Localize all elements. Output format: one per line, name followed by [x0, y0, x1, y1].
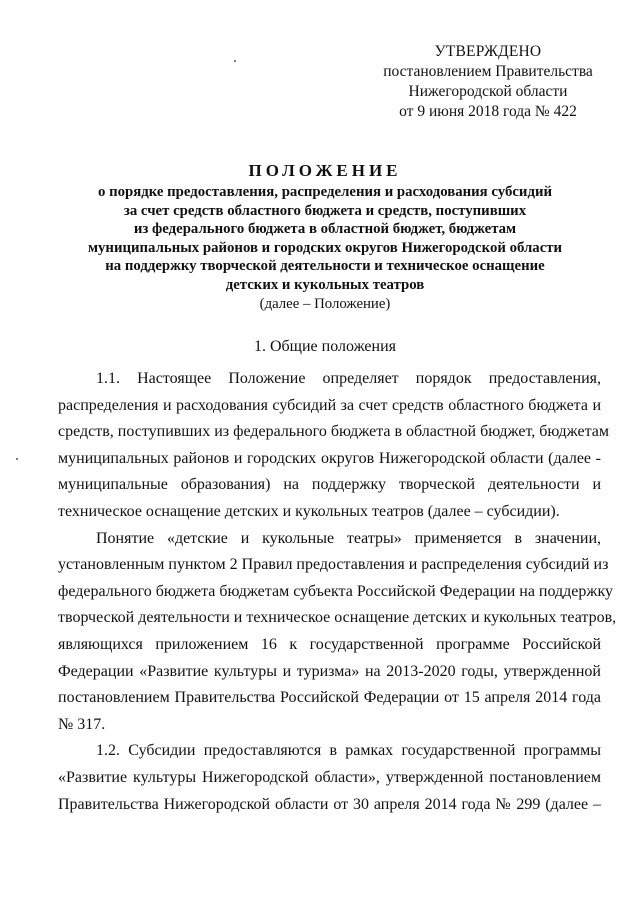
- paragraph-line: 1.2. Субсидии предоставляются в рамках государственной программы: [96, 742, 601, 760]
- paragraph-line: 1.1. Настоящее Положение определяет порядок предоставления,: [96, 370, 601, 387]
- approval-title: УТВЕРЖДЕНО: [434, 43, 542, 60]
- paragraph-line: установленным пунктом 2 Правил предоставления и распределения субсидий из: [58, 556, 609, 574]
- paragraph-line: распределения и расходования субсидий за счет средств областного бюджета и: [58, 396, 601, 414]
- document-subtitle-line: о порядке предоставления, распределения и расходования субсидий: [97, 184, 552, 200]
- paragraph-line: Понятие «детские и кукольные театры» применяется в значении,: [96, 529, 601, 547]
- paragraph-1-2: [58, 738, 601, 818]
- approval-stamp: [368, 42, 608, 122]
- paragraph-line: творческой деятельности и техническое оснащение детских и кукольных театров,: [58, 609, 617, 627]
- approval-line: постановлением Правительства: [383, 63, 593, 80]
- scan-speck: [16, 458, 18, 460]
- document-title: ПОЛОЖЕНИЕ: [248, 161, 402, 180]
- approval-line: Нижегородской области: [408, 83, 568, 100]
- document-subtitle-line: из федерального бюджета в областной бюджет, бюджетам: [133, 221, 517, 238]
- document-body: [58, 366, 617, 818]
- paragraph-line: постановлением Правительства Российской Федерации от 15 апреля 2014 года: [58, 689, 601, 707]
- scan-speck: [234, 60, 236, 62]
- section-heading: 1. Общие положения: [253, 338, 397, 355]
- document-subtitle-line: детских и кукольных театров: [225, 276, 425, 293]
- paragraph-line: Федерации «Развитие культуры и туризма» на 2013-2020 годы, утвержденной: [58, 662, 601, 680]
- paragraph-line: № 317.: [58, 715, 106, 733]
- document-subtitle-note: (далее – Положение): [259, 295, 391, 312]
- paragraph-line: муниципальных районов и городских округов Нижегородской области (далее -: [58, 449, 601, 467]
- paragraph-line: являющихся приложением 16 к государственной программе Российской: [58, 635, 601, 653]
- paragraph-1-1: [58, 366, 610, 526]
- paragraph-line: Правительства Нижегородской области от 30 апреля 2014 года № 299 (далее –: [58, 795, 601, 813]
- paragraph-line: «Развитие культуры Нижегородской области», утвержденной постановлением: [58, 768, 601, 786]
- document-subtitle-line: за счет средств областного бюджета и средств, поступивших: [123, 202, 527, 219]
- document-subtitle-line: на поддержку творческой деятельности и техническое оснащение: [105, 258, 545, 275]
- paragraph-concept: [58, 526, 617, 739]
- document-subtitle-line: муниципальных районов и городских округов Нижегородской области: [87, 239, 563, 256]
- paragraph-line: федерального бюджета бюджетам субъекта Российской Федерации на поддержку: [58, 582, 613, 600]
- paragraph-line: средств, поступивших из федерального бюджета в областной бюджет, бюджетам: [58, 423, 610, 441]
- paragraph-line: техническое оснащение детских и кукольных театров (далее – субсидии).: [58, 502, 560, 520]
- paragraph-line: муниципальные образования) на поддержку творческой деятельности и: [58, 476, 601, 494]
- document-title-block: [60, 160, 590, 313]
- approval-date-line: от 9 июня 2018 года № 422: [399, 103, 577, 120]
